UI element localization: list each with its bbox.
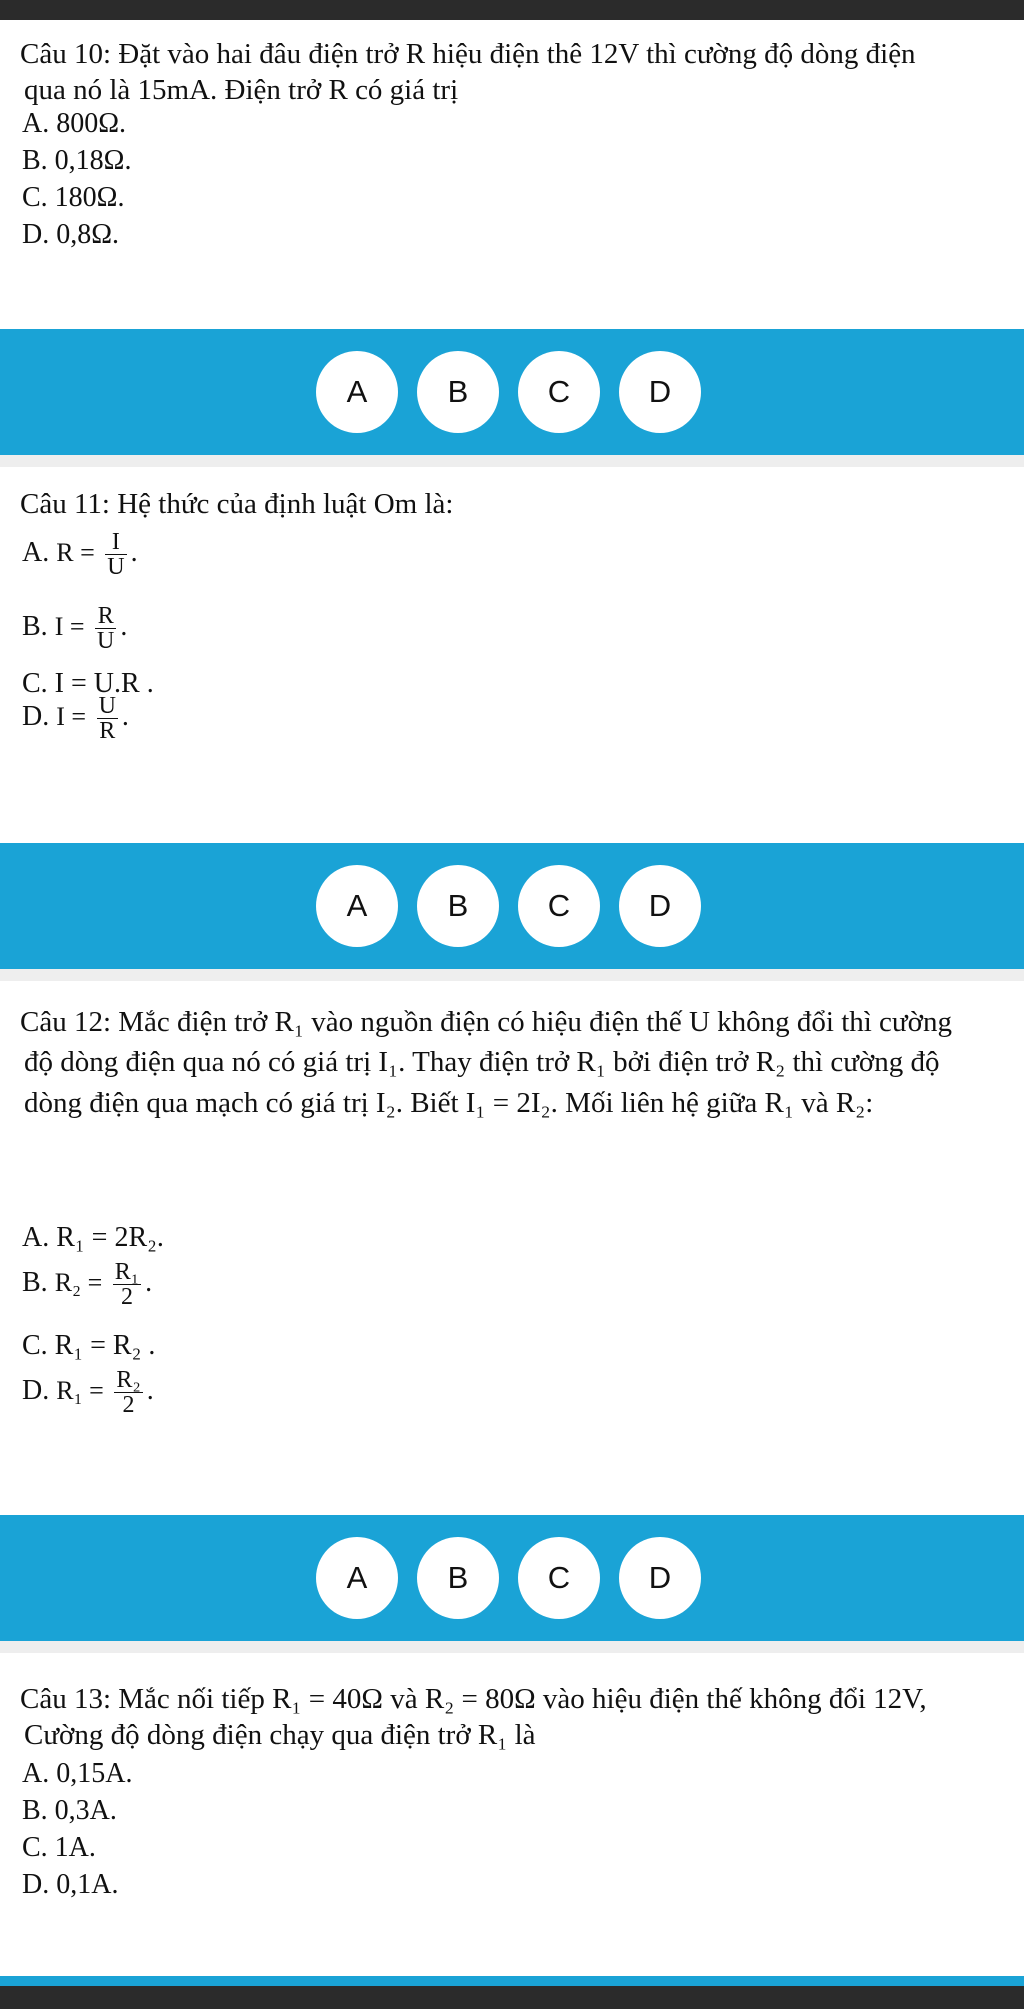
denominator: R xyxy=(99,718,116,744)
q11-option-b: B. I = $\frac{R}{U}$ . xyxy=(22,603,128,654)
answer-b-button[interactable]: B xyxy=(417,865,499,947)
option-label: D. xyxy=(22,1374,50,1406)
q11-option-d: D. I = $\frac{U}{R}$ . xyxy=(22,693,129,744)
fraction xyxy=(105,530,126,579)
q12-option-a: A. R₁ = 2R₂. xyxy=(22,1222,164,1253)
option-label: D. xyxy=(22,700,50,732)
formula-lhs: I xyxy=(54,611,64,641)
answer-bar-q12 xyxy=(0,1515,1024,1641)
navigation-bar xyxy=(0,1986,1024,2009)
answer-d-button[interactable]: D xyxy=(619,865,701,947)
q12-option-d: D. R₁ = $\frac{\text{R₂}}{2}$ . xyxy=(22,1367,154,1418)
denominator: 2 xyxy=(120,1284,133,1310)
q10-option-a: A. 800Ω. xyxy=(22,108,127,139)
q13-option-b: B. 0,3A. xyxy=(22,1795,117,1826)
numerator: R xyxy=(95,604,116,629)
numerator: R₂ xyxy=(116,1367,141,1393)
q11-title: Câu 11: Hệ thức của định luật Om là: xyxy=(20,488,454,520)
q13-line-2: Cường độ dòng điện chạy qua điện trở R₁ là xyxy=(24,1719,536,1751)
answer-a-button[interactable]: A xyxy=(316,351,398,433)
answer-bar-q10 xyxy=(0,329,1024,455)
denominator: U xyxy=(107,554,125,580)
status-bar xyxy=(0,0,1024,20)
q12-line-1: Câu 12: Mắc điện trở R₁ vào nguồn điện có hiệu điện thế U không đổi thì cường xyxy=(20,1006,952,1038)
fraction xyxy=(114,1368,142,1417)
q10-line-2: qua nó là 15mA. Điện trở R có giá trị xyxy=(24,74,459,106)
answer-d-button[interactable]: D xyxy=(619,351,701,433)
q12-line-2: độ dòng điện qua nó có giá trị I₁. Thay điện trở R₁ bởi điện trở R₂ thì cường độ xyxy=(24,1046,940,1078)
denominator: U xyxy=(97,628,115,654)
answer-c-button[interactable]: C xyxy=(518,865,600,947)
q12-option-b: B. R₂ = $\frac{\text{R₁}}{2}$ . xyxy=(22,1259,153,1310)
q11-option-a: A. R = $\frac{I}{U}$ . xyxy=(22,529,138,580)
q10-line-1: Câu 10: Đặt vào hai đâu điện trở R hiệu điện thê 12V thì cường độ dòng điện xyxy=(20,38,916,70)
answer-c-button[interactable]: C xyxy=(518,351,600,433)
answer-bar-q11 xyxy=(0,843,1024,969)
q13-option-a: A. 0,15A. xyxy=(22,1758,133,1789)
answer-d-button[interactable]: D xyxy=(619,1537,701,1619)
formula-lhs: R xyxy=(56,537,74,567)
answer-c-button[interactable]: C xyxy=(518,1537,600,1619)
q13-option-c: C. 1A. xyxy=(22,1832,96,1863)
q12-option-c: C. R₁ = R₂ . xyxy=(22,1330,156,1361)
numerator: I xyxy=(105,530,126,555)
q10-option-b: B. 0,18Ω. xyxy=(22,145,132,176)
separator xyxy=(0,969,1024,981)
q10-option-c: C. 180Ω. xyxy=(22,182,125,213)
q13-line-1: Câu 13: Mắc nối tiếp R₁ = 40Ω và R₂ = 80Ω vào hiệu điện thế không đổi 12V, xyxy=(20,1683,927,1715)
formula-lhs: R₂ xyxy=(54,1267,82,1297)
numerator: U xyxy=(98,693,116,719)
answer-b-button[interactable]: B xyxy=(417,1537,499,1619)
denominator: 2 xyxy=(122,1392,135,1418)
formula-lhs: I xyxy=(56,701,65,731)
separator xyxy=(0,455,1024,467)
fraction xyxy=(97,694,118,743)
numerator: R₁ xyxy=(114,1259,140,1285)
q13-option-d: D. 0,1A. xyxy=(22,1869,119,1900)
q10-option-d: D. 0,8Ω. xyxy=(22,219,120,250)
q11-option-c: C. I = U.R . xyxy=(22,668,154,699)
formula-lhs: R₁ xyxy=(56,1375,83,1405)
answer-b-button[interactable]: B xyxy=(417,351,499,433)
option-label: B. xyxy=(22,610,48,642)
option-label: A. xyxy=(22,536,50,568)
answer-a-button[interactable]: A xyxy=(316,1537,398,1619)
fraction xyxy=(113,1260,141,1309)
separator xyxy=(0,1641,1024,1653)
fraction xyxy=(95,604,116,653)
answer-a-button[interactable]: A xyxy=(316,865,398,947)
q12-line-3: dòng điện qua mạch có giá trị I₂. Biết I₁ = 2I₂. Mối liên hệ giữa R₁ và R₂: xyxy=(24,1087,874,1119)
answer-bar-edge xyxy=(0,1976,1024,1986)
option-label: B. xyxy=(22,1266,48,1298)
